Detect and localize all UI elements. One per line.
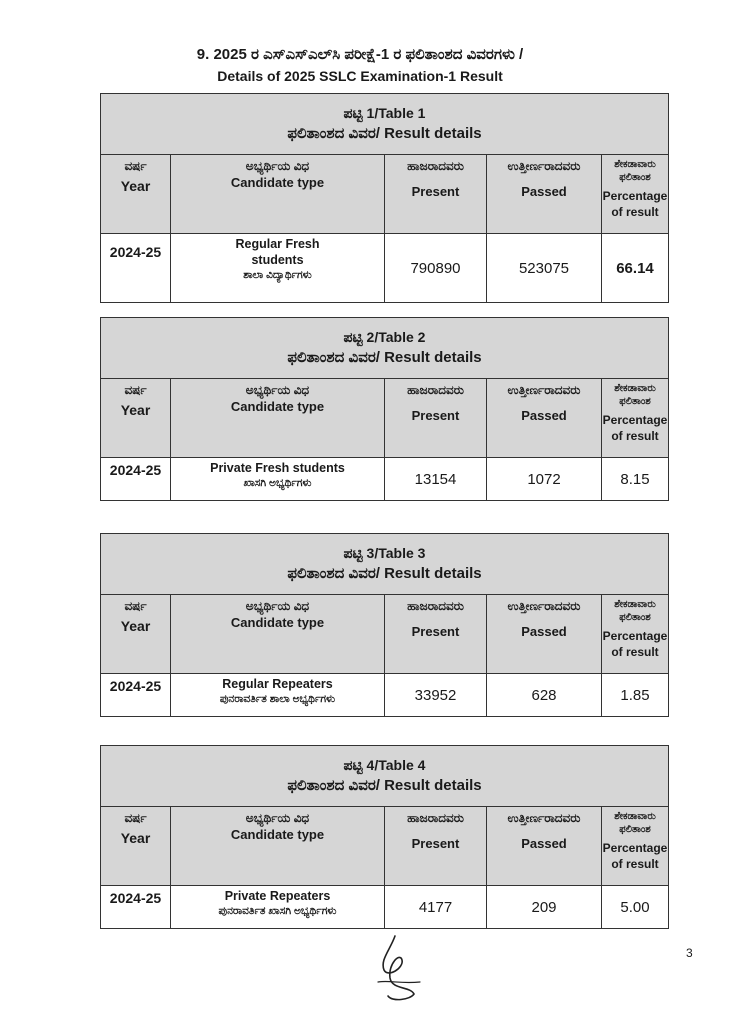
- present-cell: 790890: [385, 234, 487, 302]
- candidate-type-cell: Regular Repeaters ಪುನರಾವರ್ತಿತ ಶಾಲಾ ಅಭ್ಯರ್ಥಿಗಳು: [171, 674, 385, 716]
- table-title-block: [101, 746, 668, 807]
- candidate-type-header: ಅಭ್ಯರ್ಥಿಯ ವಿಧ Candidate type: [171, 807, 385, 885]
- table-header-row: [101, 807, 668, 886]
- table-subtitle: ಫಲಿತಾಂಶದ ವಿವರ/ Result details: [287, 777, 482, 794]
- present-header: ಹಾಜರಾದವರು Present: [385, 379, 487, 457]
- page-heading: [100, 44, 620, 86]
- candidate-type-header: ಅಭ್ಯರ್ಥಿಯ ವಿಧ Candidate type: [171, 379, 385, 457]
- present-cell: 33952: [385, 674, 487, 716]
- year-header: ವರ್ಷ Year: [101, 595, 171, 673]
- year-cell: 2024-25: [101, 234, 171, 302]
- passed-header: ಉತ್ತೀರ್ಣರಾದವರು Passed: [487, 155, 602, 233]
- result-table-3: [100, 533, 669, 717]
- table-title-block: [101, 94, 668, 155]
- table-header-row: [101, 595, 668, 674]
- candidate-type-cell: Private Repeaters ಪುನರಾವರ್ತಿತ ಖಾಸಗಿ ಅಭ್ಯರ್ಥಿಗಳು: [171, 886, 385, 928]
- passed-cell: 209: [487, 886, 602, 928]
- passed-cell: 523075: [487, 234, 602, 302]
- heading-kannada: 9. 2025 ರ ಎಸ್‌ಎಸ್‌ಎಲ್‌ಸಿ ಪರೀಕ್ಷೆ-1 ರ ಫಲಿತಾಂಶದ ವಿವರಗಳು /: [196, 46, 524, 63]
- percentage-header: ಶೇಕಡಾವಾರು ಫಲಿತಾಂಶ Percentage of result: [602, 159, 668, 219]
- table-title: ಪಟ್ಟಿ 1/Table 1: [343, 105, 426, 121]
- table-row: [101, 458, 668, 500]
- table-title-block: [101, 534, 668, 595]
- percentage-cell: 8.15: [620, 470, 650, 488]
- passed-header: ಉತ್ತೀರ್ಣರಾದವರು Passed: [487, 595, 602, 673]
- present-cell: 4177: [385, 886, 487, 928]
- year-header: ವರ್ಷ Year: [101, 155, 171, 233]
- candidate-type-header: ಅಭ್ಯರ್ಥಿಯ ವಿಧ Candidate type: [171, 595, 385, 673]
- handwritten-signature: [370, 930, 430, 1010]
- table-title: ಪಟ್ಟಿ 4/Table 4: [343, 757, 426, 773]
- table-subtitle: ಫಲಿತಾಂಶದ ವಿವರ/ Result details: [287, 565, 482, 582]
- present-header: ಹಾಜರಾದವರು Present: [385, 807, 487, 885]
- candidate-type-header: ಅಭ್ಯರ್ಥಿಯ ವಿಧ Candidate type: [171, 155, 385, 233]
- year-cell: 2024-25: [101, 886, 171, 928]
- percentage-header: ಶೇಕಡಾವಾರು ಫಲಿತಾಂಶ Percentage of result: [602, 383, 668, 443]
- heading-english: Details of 2025 SSLC Examination-1 Result: [217, 68, 503, 84]
- table-subtitle: ಫಲಿತಾಂಶದ ವಿವರ/ Result details: [287, 349, 482, 366]
- passed-header: ಉತ್ತೀರ್ಣರಾದವರು Passed: [487, 807, 602, 885]
- percentage-cell: 1.85: [620, 686, 650, 704]
- table-row: [101, 674, 668, 716]
- year-header: ವರ್ಷ Year: [101, 807, 171, 885]
- present-cell: 13154: [385, 458, 487, 500]
- present-header: ಹಾಜರಾದವರು Present: [385, 155, 487, 233]
- table-header-row: [101, 379, 668, 458]
- percentage-cell: 5.00: [620, 898, 650, 916]
- table-row: [101, 886, 668, 928]
- table-header-row: [101, 155, 668, 234]
- candidate-type-cell: Regular Fresh students ಶಾಲಾ ವಿದ್ಯಾರ್ಥಿಗಳು: [171, 234, 385, 302]
- result-table-2: [100, 317, 669, 501]
- passed-header: ಉತ್ತೀರ್ಣರಾದವರು Passed: [487, 379, 602, 457]
- passed-cell: 628: [487, 674, 602, 716]
- percentage-header: ಶೇಕಡಾವಾರು ಫಲಿತಾಂಶ Percentage of result: [602, 599, 668, 659]
- year-cell: 2024-25: [101, 674, 171, 716]
- result-table-4: [100, 745, 669, 929]
- percentage-header: ಶೇಕಡಾವಾರು ಫಲಿತಾಂಶ Percentage of result: [602, 811, 668, 871]
- table-title: ಪಟ್ಟಿ 2/Table 2: [343, 329, 426, 345]
- year-cell: 2024-25: [101, 458, 171, 500]
- page-number: 3: [686, 946, 693, 960]
- table-row: [101, 234, 668, 302]
- table-subtitle: ಫಲಿತಾಂಶದ ವಿವರ/ Result details: [287, 125, 482, 142]
- table-title: ಪಟ್ಟಿ 3/Table 3: [343, 545, 426, 561]
- percentage-cell: 66.14: [616, 259, 654, 277]
- table-title-block: [101, 318, 668, 379]
- passed-cell: 1072: [487, 458, 602, 500]
- year-header: ವರ್ಷ Year: [101, 379, 171, 457]
- candidate-type-cell: Private Fresh students ಖಾಸಗಿ ಅಭ್ಯರ್ಥಿಗಳು: [171, 458, 385, 500]
- result-table-1: [100, 93, 669, 303]
- present-header: ಹಾಜರಾದವರು Present: [385, 595, 487, 673]
